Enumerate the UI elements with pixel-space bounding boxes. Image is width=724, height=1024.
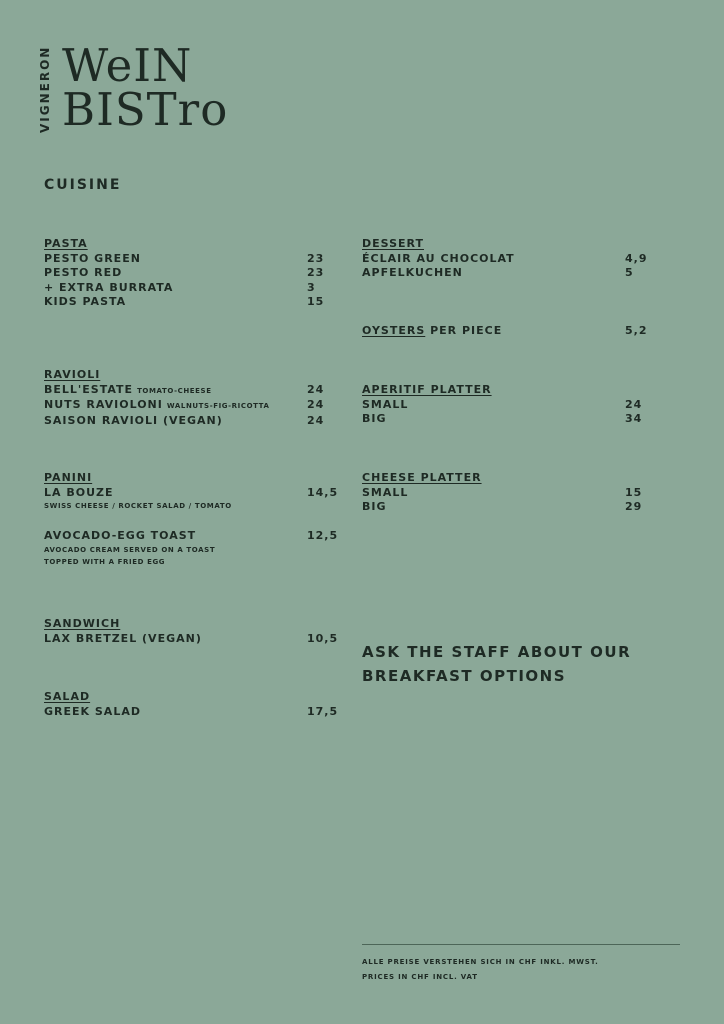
menu-item	[44, 398, 334, 414]
breakfast-notice	[362, 640, 682, 688]
item-price: 24	[625, 397, 643, 411]
section-heading: SALAD	[44, 690, 91, 703]
logo-bistro: BISTro	[62, 83, 229, 136]
menu-item	[362, 252, 652, 267]
section-heading: OYSTERS	[362, 324, 426, 337]
item-name: SMALL	[362, 485, 409, 499]
item-price: 24	[307, 398, 325, 412]
item-price: 5,2	[625, 324, 648, 337]
item-price: 3	[307, 280, 316, 294]
item-price: 4,9	[625, 251, 648, 265]
section-heading: PASTA	[44, 237, 88, 250]
item-name: BIG	[362, 412, 387, 426]
section-heading: SANDWICH	[44, 617, 121, 630]
item-description: AVOCADO CREAM SERVED ON A TOAST	[44, 545, 216, 554]
menu-item	[362, 412, 652, 427]
item-name: NUTS RAVIOLONI	[44, 398, 163, 412]
item-price: 24	[307, 382, 325, 396]
section-heading: PANINI	[44, 471, 93, 484]
section-heading: DESSERT	[362, 237, 424, 250]
logo-vigneron: VIGNERON	[38, 45, 52, 133]
section-oysters	[362, 324, 652, 339]
section-cheese	[362, 471, 652, 515]
menu-item	[44, 704, 339, 720]
menu-item	[44, 252, 334, 267]
section-aperitif	[362, 383, 652, 427]
menu-item	[44, 281, 334, 296]
menu-item	[44, 485, 339, 501]
item-name: BIG	[362, 500, 387, 514]
item-name: PESTO RED	[44, 266, 123, 280]
menu-item	[362, 486, 652, 501]
item-price: 12,5	[307, 529, 339, 542]
page-title: CUISINE	[44, 177, 122, 193]
footer-divider	[362, 944, 680, 945]
menu-item	[44, 529, 339, 544]
item-name: GREEK SALAD	[44, 704, 141, 718]
item-price: 34	[625, 412, 643, 426]
breakfast-notice-line: BREAKFAST OPTIONS	[362, 667, 567, 685]
item-price: 24	[307, 413, 325, 427]
section-panini	[44, 471, 339, 512]
footer-line: PRICES IN CHF INCL. VAT	[362, 973, 478, 981]
item-price: 29	[625, 500, 643, 514]
section-heading: CHEESE PLATTER	[362, 471, 482, 484]
item-note: TOMATO-CHEESE	[137, 386, 212, 395]
breakfast-notice-line: ASK THE STAFF ABOUT OUR	[362, 643, 632, 661]
section-sandwich	[44, 617, 339, 646]
menu-item	[362, 324, 652, 339]
section-salad	[44, 690, 339, 719]
item-price: 15	[307, 295, 325, 309]
menu-item	[44, 266, 334, 281]
item-name: LA BOUZE	[44, 485, 114, 499]
item-description: SWISS CHEESE / ROCKET SALAD / TOMATO	[44, 502, 232, 511]
item-note: WALNUTS-FIG-RICOTTA	[166, 402, 270, 411]
menu-item	[44, 414, 334, 429]
item-name: SMALL	[362, 397, 409, 411]
section-heading: APERITIF PLATTER	[362, 383, 492, 396]
item-name: APFELKUCHEN	[362, 266, 463, 280]
item-price: 5	[625, 266, 634, 280]
item-name: AVOCADO-EGG TOAST	[44, 529, 197, 542]
item-price: 10,5	[307, 631, 339, 645]
item-name: LAX BRETZEL (VEGAN)	[44, 631, 202, 645]
logo-wein: WeIN	[62, 39, 193, 92]
section-dessert	[362, 237, 652, 281]
item-description: TOPPED WITH A FRIED EGG	[44, 557, 166, 566]
footer-line: ALLE PREISE VERSTEHEN SICH IN CHF INKL. MWST.	[362, 958, 599, 966]
item-name: ÉCLAIR AU CHOCOLAT	[362, 251, 515, 265]
menu-item	[362, 500, 652, 515]
price-footer	[362, 955, 599, 985]
menu-item	[44, 383, 334, 399]
item-name: PESTO GREEN	[44, 251, 141, 265]
section-pasta	[44, 237, 334, 310]
item-name: KIDS PASTA	[44, 295, 127, 309]
section-ravioli	[44, 368, 334, 428]
menu-item	[362, 266, 652, 281]
item-name: + EXTRA BURRATA	[44, 280, 174, 294]
item-name: SAISON RAVIOLI (VEGAN)	[44, 413, 223, 427]
item-suffix: PER PIECE	[425, 324, 503, 337]
menu-item	[362, 398, 652, 413]
item-price: 14,5	[307, 485, 339, 499]
section-heading: RAVIOLI	[44, 368, 101, 381]
item-price: 17,5	[307, 704, 339, 718]
item-price: 23	[307, 266, 325, 280]
item-price: 15	[625, 485, 643, 499]
menu-item	[44, 631, 339, 647]
menu-item	[44, 295, 334, 310]
section-toast	[44, 529, 339, 568]
item-price: 23	[307, 251, 325, 265]
item-name: BELL'ESTATE	[44, 382, 134, 396]
